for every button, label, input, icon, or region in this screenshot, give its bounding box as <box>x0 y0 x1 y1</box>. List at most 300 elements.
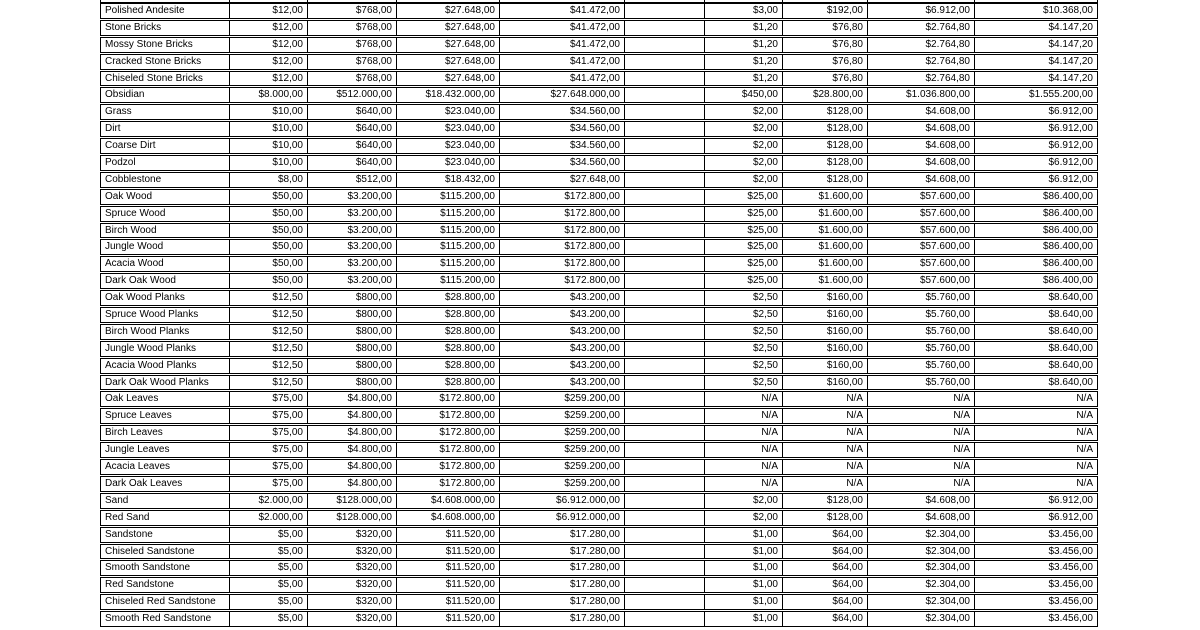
price-cell[interactable]: $5,00 <box>230 545 308 559</box>
price-cell[interactable]: $11.520,00 <box>397 578 500 592</box>
item-name-cell[interactable] <box>101 0 230 2</box>
price-cell[interactable]: $8.640,00 <box>1048 309 1093 321</box>
price-cell[interactable]: $41.472,00 <box>500 72 625 86</box>
item-name-cell[interactable]: Jungle Wood Planks <box>101 342 230 356</box>
price-cell[interactable]: $128,00 <box>783 156 868 170</box>
price-cell[interactable]: $259.200,00 <box>500 409 625 423</box>
price-cell[interactable]: $3.456,00 <box>1048 528 1093 540</box>
price-cell[interactable]: $11.520,00 <box>397 528 500 542</box>
spacer-cell[interactable] <box>625 190 705 204</box>
price-cell[interactable] <box>783 0 868 2</box>
price-cell[interactable]: $800,00 <box>308 376 397 390</box>
price-cell[interactable]: $160,00 <box>783 342 868 356</box>
price-cell[interactable]: $50,00 <box>230 224 308 238</box>
spacer-cell[interactable] <box>625 0 705 2</box>
price-cell[interactable]: $2,50 <box>705 291 783 305</box>
price-cell[interactable]: N/A <box>1076 477 1093 489</box>
price-cell[interactable]: $28.800,00 <box>397 291 500 305</box>
price-cell[interactable]: $75,00 <box>230 426 308 440</box>
price-cell[interactable]: $17.280,00 <box>500 561 625 575</box>
price-cell[interactable]: $8.640,00 <box>1048 342 1093 354</box>
item-name-cell[interactable]: Stone Bricks <box>101 21 230 35</box>
price-cell[interactable]: $25,00 <box>705 207 783 221</box>
price-cell[interactable]: $768,00 <box>308 38 397 52</box>
price-cell[interactable]: $25,00 <box>705 224 783 238</box>
price-cell[interactable]: N/A <box>868 460 975 474</box>
spacer-cell[interactable] <box>625 38 705 52</box>
price-cell[interactable]: $1,20 <box>705 72 783 86</box>
item-name-cell[interactable]: Obsidian <box>101 88 230 102</box>
spacer-cell[interactable] <box>625 105 705 119</box>
price-cell[interactable]: N/A <box>868 409 975 423</box>
price-cell[interactable]: $800,00 <box>308 359 397 373</box>
price-cell[interactable]: N/A <box>705 392 783 406</box>
item-name-cell[interactable]: Cracked Stone Bricks <box>101 55 230 69</box>
price-cell[interactable]: $12,00 <box>230 21 308 35</box>
price-cell[interactable]: $512,00 <box>308 173 397 187</box>
price-cell[interactable]: $4.608.000,00 <box>397 494 500 508</box>
item-name-cell[interactable]: Coarse Dirt <box>101 139 230 153</box>
price-cell[interactable] <box>868 0 975 2</box>
price-cell[interactable]: $4.608,00 <box>868 105 975 119</box>
price-cell[interactable]: $3,00 <box>705 4 783 18</box>
price-cell[interactable]: $4.800,00 <box>308 426 397 440</box>
price-cell[interactable]: $115.200,00 <box>397 274 500 288</box>
price-cell[interactable]: $2,50 <box>705 359 783 373</box>
price-cell[interactable]: $6.912,00 <box>1048 511 1093 523</box>
price-cell[interactable]: $4.608,00 <box>868 139 975 153</box>
price-cell[interactable]: $1,20 <box>705 21 783 35</box>
spacer-cell[interactable] <box>625 376 705 390</box>
price-cell[interactable]: N/A <box>868 392 975 406</box>
price-cell[interactable]: $160,00 <box>783 325 868 339</box>
item-name-cell[interactable]: Dirt <box>101 122 230 136</box>
price-cell[interactable]: $5.760,00 <box>868 376 975 390</box>
price-cell[interactable]: N/A <box>1076 461 1093 473</box>
item-name-cell[interactable]: Birch Leaves <box>101 426 230 440</box>
price-cell[interactable]: $6.912,00 <box>1048 123 1093 135</box>
price-cell[interactable]: $12,00 <box>230 72 308 86</box>
price-cell[interactable]: $57.600,00 <box>868 240 975 254</box>
price-cell[interactable]: $5.760,00 <box>868 342 975 356</box>
spacer-cell[interactable] <box>625 426 705 440</box>
price-cell[interactable]: $34.560,00 <box>500 122 625 136</box>
price-cell[interactable]: $2,00 <box>705 173 783 187</box>
price-cell[interactable]: $50,00 <box>230 207 308 221</box>
price-cell[interactable]: $172.800,00 <box>500 257 625 271</box>
price-cell[interactable]: $2,00 <box>705 105 783 119</box>
price-cell[interactable] <box>975 0 1097 2</box>
price-cell[interactable]: $259.200,00 <box>500 460 625 474</box>
spacer-cell[interactable] <box>625 4 705 18</box>
price-cell[interactable]: $2,50 <box>705 376 783 390</box>
price-cell[interactable]: $17.280,00 <box>500 578 625 592</box>
spacer-cell[interactable] <box>625 55 705 69</box>
price-cell[interactable]: $2.764,80 <box>868 21 975 35</box>
price-cell[interactable]: $76,80 <box>783 72 868 86</box>
price-cell[interactable]: $1.600,00 <box>783 207 868 221</box>
price-cell[interactable]: $12,50 <box>230 376 308 390</box>
price-cell[interactable]: $12,50 <box>230 291 308 305</box>
spacer-cell[interactable] <box>625 21 705 35</box>
price-cell[interactable]: $3.456,00 <box>1048 545 1093 557</box>
item-name-cell[interactable]: Acacia Wood Planks <box>101 359 230 373</box>
price-cell[interactable]: $3.456,00 <box>1048 562 1093 574</box>
price-cell[interactable]: $4.147,20 <box>1048 72 1093 84</box>
price-cell[interactable]: $6.912,00 <box>1048 140 1093 152</box>
price-cell[interactable]: $8.000,00 <box>230 88 308 102</box>
price-cell[interactable]: $4.608.000,00 <box>397 511 500 525</box>
price-cell[interactable]: $43.200,00 <box>500 291 625 305</box>
spacer-cell[interactable] <box>625 207 705 221</box>
price-cell[interactable]: $17.280,00 <box>500 612 625 626</box>
price-cell[interactable]: $5,00 <box>230 528 308 542</box>
price-cell[interactable]: $259.200,00 <box>500 392 625 406</box>
price-cell[interactable]: $2,00 <box>705 122 783 136</box>
price-cell[interactable]: $6.912,00 <box>868 4 975 18</box>
price-cell[interactable]: $86.400,00 <box>1042 224 1093 236</box>
price-cell[interactable]: $800,00 <box>308 308 397 322</box>
price-cell[interactable]: $3.456,00 <box>1048 579 1093 591</box>
item-name-cell[interactable]: Mossy Stone Bricks <box>101 38 230 52</box>
spacer-cell[interactable] <box>625 511 705 525</box>
price-cell[interactable]: $115.200,00 <box>397 190 500 204</box>
price-cell[interactable]: N/A <box>705 477 783 491</box>
price-cell[interactable]: $768,00 <box>308 55 397 69</box>
price-cell[interactable]: $64,00 <box>783 612 868 626</box>
price-cell[interactable]: $2.304,00 <box>868 578 975 592</box>
price-cell[interactable]: $10,00 <box>230 139 308 153</box>
price-cell[interactable]: $320,00 <box>308 528 397 542</box>
price-cell[interactable]: $128.000,00 <box>308 511 397 525</box>
item-name-cell[interactable]: Jungle Leaves <box>101 443 230 457</box>
price-cell[interactable]: $1.600,00 <box>783 190 868 204</box>
price-cell[interactable]: $2,50 <box>705 325 783 339</box>
price-cell[interactable]: $18.432.000,00 <box>397 88 500 102</box>
item-name-cell[interactable]: Birch Wood Planks <box>101 325 230 339</box>
price-cell[interactable]: $86.400,00 <box>1042 275 1093 287</box>
spacer-cell[interactable] <box>625 139 705 153</box>
price-cell[interactable]: $160,00 <box>783 359 868 373</box>
price-cell[interactable]: $2.000,00 <box>230 494 308 508</box>
price-cell[interactable]: $5,00 <box>230 612 308 626</box>
spacer-cell[interactable] <box>625 88 705 102</box>
price-cell[interactable]: $115.200,00 <box>397 224 500 238</box>
price-cell[interactable]: $43.200,00 <box>500 325 625 339</box>
price-cell[interactable]: $41.472,00 <box>500 38 625 52</box>
price-cell[interactable]: $10,00 <box>230 156 308 170</box>
price-cell[interactable]: $128,00 <box>783 494 868 508</box>
price-cell[interactable]: $1.600,00 <box>783 257 868 271</box>
price-cell[interactable]: $27.648,00 <box>397 21 500 35</box>
price-cell[interactable]: $75,00 <box>230 392 308 406</box>
price-cell[interactable]: $25,00 <box>705 190 783 204</box>
spacer-cell[interactable] <box>625 477 705 491</box>
price-cell[interactable]: N/A <box>783 443 868 457</box>
price-cell[interactable]: $320,00 <box>308 561 397 575</box>
price-cell[interactable]: $3.456,00 <box>1048 613 1093 625</box>
price-cell[interactable]: $25,00 <box>705 274 783 288</box>
item-name-cell[interactable]: Acacia Leaves <box>101 460 230 474</box>
item-name-cell[interactable]: Oak Wood <box>101 190 230 204</box>
price-cell[interactable]: $43.200,00 <box>500 359 625 373</box>
price-cell[interactable]: $43.200,00 <box>500 308 625 322</box>
price-cell[interactable]: N/A <box>868 443 975 457</box>
price-cell[interactable]: $4.147,20 <box>1048 55 1093 67</box>
price-cell[interactable]: $34.560,00 <box>500 156 625 170</box>
price-cell[interactable]: $86.400,00 <box>1042 207 1093 219</box>
item-name-cell[interactable]: Podzol <box>101 156 230 170</box>
price-cell[interactable]: $28.800,00 <box>397 308 500 322</box>
price-cell[interactable]: N/A <box>783 477 868 491</box>
spacer-cell[interactable] <box>625 578 705 592</box>
price-cell[interactable]: $11.520,00 <box>397 595 500 609</box>
price-cell[interactable]: $3.200,00 <box>308 257 397 271</box>
price-cell[interactable]: N/A <box>868 477 975 491</box>
item-name-cell[interactable]: Dark Oak Wood <box>101 274 230 288</box>
price-cell[interactable]: $1,00 <box>705 545 783 559</box>
spacer-cell[interactable] <box>625 528 705 542</box>
price-cell[interactable]: $1,00 <box>705 528 783 542</box>
item-name-cell[interactable]: Red Sand <box>101 511 230 525</box>
price-cell[interactable]: $2,50 <box>705 308 783 322</box>
price-cell[interactable]: $3.200,00 <box>308 274 397 288</box>
price-cell[interactable]: $4.608,00 <box>868 511 975 525</box>
price-cell[interactable]: $1.555.200,00 <box>1029 89 1093 101</box>
price-cell[interactable]: $10.368,00 <box>1042 5 1093 16</box>
price-cell[interactable]: $640,00 <box>308 139 397 153</box>
spacer-cell[interactable] <box>625 443 705 457</box>
price-cell[interactable]: $43.200,00 <box>500 342 625 356</box>
price-cell[interactable]: $768,00 <box>308 72 397 86</box>
price-cell[interactable]: $172.800,00 <box>397 443 500 457</box>
price-cell[interactable]: $28.800,00 <box>397 359 500 373</box>
price-cell[interactable]: $23.040,00 <box>397 105 500 119</box>
price-cell[interactable]: $41.472,00 <box>500 55 625 69</box>
price-cell[interactable]: $12,50 <box>230 308 308 322</box>
item-name-cell[interactable]: Chiseled Sandstone <box>101 545 230 559</box>
price-cell[interactable]: $5.760,00 <box>868 308 975 322</box>
price-cell[interactable]: $8.640,00 <box>1048 325 1093 337</box>
price-cell[interactable]: $17.280,00 <box>500 528 625 542</box>
price-cell[interactable]: $259.200,00 <box>500 426 625 440</box>
price-cell[interactable]: $4.147,20 <box>1048 21 1093 33</box>
price-cell[interactable]: $75,00 <box>230 460 308 474</box>
price-cell[interactable]: $86.400,00 <box>1042 258 1093 270</box>
spacer-cell[interactable] <box>625 392 705 406</box>
price-cell[interactable]: $128,00 <box>783 511 868 525</box>
item-name-cell[interactable]: Jungle Wood <box>101 240 230 254</box>
price-cell[interactable]: $2.304,00 <box>868 561 975 575</box>
spacer-cell[interactable] <box>625 224 705 238</box>
price-cell[interactable]: $34.560,00 <box>500 105 625 119</box>
price-cell[interactable]: $259.200,00 <box>500 443 625 457</box>
price-cell[interactable]: $27.648,00 <box>397 4 500 18</box>
spacer-cell[interactable] <box>625 545 705 559</box>
price-cell[interactable]: $2,00 <box>705 139 783 153</box>
price-cell[interactable]: $23.040,00 <box>397 122 500 136</box>
item-name-cell[interactable]: Sandstone <box>101 528 230 542</box>
price-cell[interactable]: $2.304,00 <box>868 595 975 609</box>
price-cell[interactable]: $4.800,00 <box>308 392 397 406</box>
spacer-cell[interactable] <box>625 359 705 373</box>
price-cell[interactable]: $12,50 <box>230 325 308 339</box>
price-cell[interactable]: $5.760,00 <box>868 325 975 339</box>
price-cell[interactable]: $2.764,80 <box>868 38 975 52</box>
price-cell[interactable]: $128,00 <box>783 139 868 153</box>
price-cell[interactable] <box>230 0 308 2</box>
price-cell[interactable]: $11.520,00 <box>397 561 500 575</box>
price-cell[interactable]: $320,00 <box>308 595 397 609</box>
price-cell[interactable]: $2,50 <box>705 342 783 356</box>
price-cell[interactable]: $6.912,00 <box>1048 173 1093 185</box>
price-cell[interactable]: $3.200,00 <box>308 207 397 221</box>
price-cell[interactable]: $5.760,00 <box>868 359 975 373</box>
price-cell[interactable]: $5.760,00 <box>868 291 975 305</box>
item-name-cell[interactable]: Chiseled Red Sandstone <box>101 595 230 609</box>
price-cell[interactable]: N/A <box>868 426 975 440</box>
item-name-cell[interactable]: Polished Andesite <box>101 4 230 18</box>
price-cell[interactable]: $172.800,00 <box>500 240 625 254</box>
price-cell[interactable]: $172.800,00 <box>500 207 625 221</box>
price-cell[interactable]: $10,00 <box>230 105 308 119</box>
price-cell[interactable]: $115.200,00 <box>397 207 500 221</box>
price-cell[interactable]: $64,00 <box>783 595 868 609</box>
price-cell[interactable]: $128,00 <box>783 105 868 119</box>
item-name-cell[interactable]: Chiseled Stone Bricks <box>101 72 230 86</box>
price-cell[interactable]: N/A <box>705 460 783 474</box>
price-cell[interactable]: $6.912.000,00 <box>500 494 625 508</box>
price-cell[interactable]: $17.280,00 <box>500 595 625 609</box>
price-cell[interactable] <box>705 0 783 2</box>
price-cell[interactable]: $12,50 <box>230 359 308 373</box>
price-cell[interactable]: $4.800,00 <box>308 477 397 491</box>
price-cell[interactable]: $23.040,00 <box>397 139 500 153</box>
price-cell[interactable]: $1,00 <box>705 578 783 592</box>
item-name-cell[interactable]: Cobblestone <box>101 173 230 187</box>
price-cell[interactable]: $76,80 <box>783 55 868 69</box>
price-cell[interactable]: $57.600,00 <box>868 224 975 238</box>
price-cell[interactable]: $1,00 <box>705 612 783 626</box>
price-cell[interactable]: $640,00 <box>308 122 397 136</box>
price-cell[interactable]: $800,00 <box>308 342 397 356</box>
item-name-cell[interactable]: Dark Oak Leaves <box>101 477 230 491</box>
price-cell[interactable]: $27.648.000,00 <box>500 88 625 102</box>
spacer-cell[interactable] <box>625 595 705 609</box>
price-cell[interactable]: $41.472,00 <box>500 4 625 18</box>
price-cell[interactable]: $75,00 <box>230 477 308 491</box>
price-cell[interactable]: N/A <box>705 426 783 440</box>
price-cell[interactable]: $2.000,00 <box>230 511 308 525</box>
spacer-cell[interactable] <box>625 494 705 508</box>
price-cell[interactable]: $76,80 <box>783 21 868 35</box>
price-cell[interactable] <box>500 0 625 2</box>
price-cell[interactable]: $3.200,00 <box>308 240 397 254</box>
spacer-cell[interactable] <box>625 308 705 322</box>
price-cell[interactable]: $800,00 <box>308 291 397 305</box>
spacer-cell[interactable] <box>625 325 705 339</box>
item-name-cell[interactable]: Spruce Leaves <box>101 409 230 423</box>
price-cell[interactable]: $57.600,00 <box>868 274 975 288</box>
price-cell[interactable]: N/A <box>1076 427 1093 439</box>
price-cell[interactable]: $172.800,00 <box>397 477 500 491</box>
price-cell[interactable] <box>397 0 500 2</box>
price-cell[interactable]: $2,00 <box>705 494 783 508</box>
item-name-cell[interactable]: Acacia Wood <box>101 257 230 271</box>
price-cell[interactable]: $41.472,00 <box>500 21 625 35</box>
item-name-cell[interactable]: Oak Wood Planks <box>101 291 230 305</box>
price-cell[interactable]: $5,00 <box>230 578 308 592</box>
price-cell[interactable]: $76,80 <box>783 38 868 52</box>
price-cell[interactable]: $800,00 <box>308 325 397 339</box>
price-cell[interactable]: $640,00 <box>308 156 397 170</box>
price-cell[interactable]: $18.432,00 <box>397 173 500 187</box>
price-cell[interactable]: $34.560,00 <box>500 139 625 153</box>
price-cell[interactable]: $12,00 <box>230 4 308 18</box>
price-cell[interactable]: $28.800,00 <box>397 325 500 339</box>
price-cell[interactable]: N/A <box>783 426 868 440</box>
spacer-cell[interactable] <box>625 291 705 305</box>
price-cell[interactable]: $512.000,00 <box>308 88 397 102</box>
price-cell[interactable]: $450,00 <box>705 88 783 102</box>
price-cell[interactable]: $25,00 <box>705 240 783 254</box>
spacer-cell[interactable] <box>625 409 705 423</box>
price-cell[interactable]: $17.280,00 <box>500 545 625 559</box>
price-cell[interactable]: $8.640,00 <box>1048 359 1093 371</box>
price-cell[interactable]: N/A <box>705 443 783 457</box>
price-cell[interactable]: $2,00 <box>705 156 783 170</box>
price-cell[interactable]: $1,20 <box>705 55 783 69</box>
price-cell[interactable]: $6.912,00 <box>1048 494 1093 506</box>
item-name-cell[interactable]: Dark Oak Wood Planks <box>101 376 230 390</box>
price-cell[interactable]: $172.800,00 <box>397 392 500 406</box>
price-cell[interactable]: $6.912,00 <box>1048 106 1093 118</box>
price-cell[interactable]: $160,00 <box>783 376 868 390</box>
price-cell[interactable]: $27.648,00 <box>397 55 500 69</box>
price-cell[interactable]: N/A <box>1076 444 1093 456</box>
price-cell[interactable]: $320,00 <box>308 612 397 626</box>
price-cell[interactable]: $320,00 <box>308 578 397 592</box>
spacer-cell[interactable] <box>625 561 705 575</box>
price-cell[interactable]: $64,00 <box>783 528 868 542</box>
price-cell[interactable]: $320,00 <box>308 545 397 559</box>
price-cell[interactable]: $1.600,00 <box>783 224 868 238</box>
spacer-cell[interactable] <box>625 257 705 271</box>
price-cell[interactable]: $172.800,00 <box>397 460 500 474</box>
price-cell[interactable]: $172.800,00 <box>500 274 625 288</box>
price-cell[interactable]: $4.608,00 <box>868 156 975 170</box>
item-name-cell[interactable]: Oak Leaves <box>101 392 230 406</box>
price-cell[interactable]: $160,00 <box>783 308 868 322</box>
price-cell[interactable]: $50,00 <box>230 257 308 271</box>
price-cell[interactable]: $115.200,00 <box>397 257 500 271</box>
price-cell[interactable]: $4.608,00 <box>868 122 975 136</box>
price-cell[interactable]: $128.000,00 <box>308 494 397 508</box>
price-cell[interactable]: $64,00 <box>783 561 868 575</box>
price-cell[interactable]: $50,00 <box>230 240 308 254</box>
price-cell[interactable]: $4.608,00 <box>868 494 975 508</box>
price-cell[interactable]: $1,00 <box>705 595 783 609</box>
price-cell[interactable]: $28.800,00 <box>397 376 500 390</box>
price-cell[interactable]: $2.304,00 <box>868 528 975 542</box>
price-cell[interactable]: $8,00 <box>230 173 308 187</box>
price-cell[interactable]: N/A <box>1076 410 1093 422</box>
price-cell[interactable]: $28.800,00 <box>783 88 868 102</box>
price-cell[interactable]: $27.648,00 <box>397 38 500 52</box>
price-cell[interactable]: $1,20 <box>705 38 783 52</box>
price-cell[interactable]: $64,00 <box>783 578 868 592</box>
price-cell[interactable]: $5,00 <box>230 561 308 575</box>
